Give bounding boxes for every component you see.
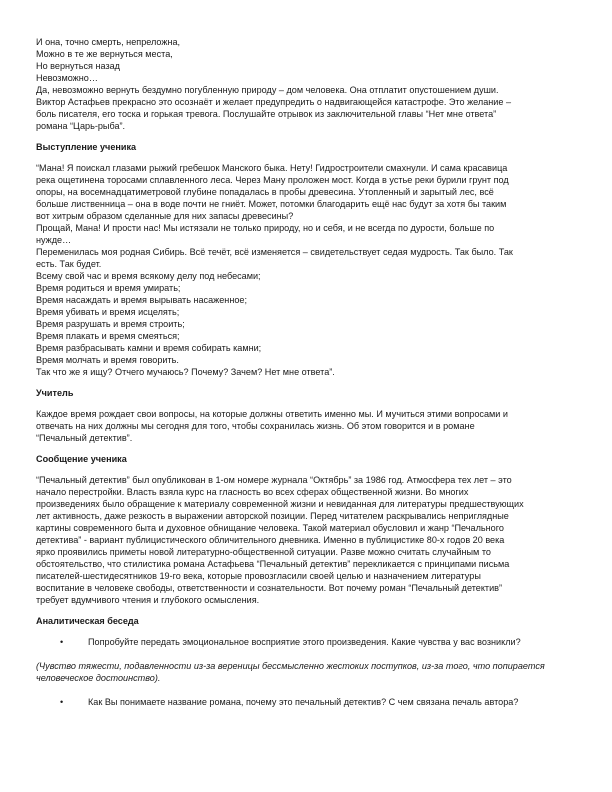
- bullet-marker: [36, 696, 88, 708]
- section-heading-student-speech: Выступление ученика: [36, 142, 137, 152]
- poem-line: Можно в те же вернуться места,: [36, 49, 173, 59]
- text-line: произведениях было обращение к материалу современной жизни и невиданная для литературы предшествующих: [36, 499, 524, 509]
- section-heading-analytical-discussion: Аналитическая беседа: [36, 616, 139, 626]
- text-line: “Печальный детектив”.: [36, 433, 133, 443]
- poem-line: Невозможно…: [36, 73, 98, 83]
- text-line: (Чувство тяжести, подавленности из-за вереницы бессмысленно жестоких поступков, из-за того, что попирается: [36, 661, 545, 671]
- text-line: ярко проявились приметы новой литературно-общественной ситуации. Разве можно считать случайным то: [36, 547, 491, 557]
- text-line: отвечать на них должны мы сегодня для того, чтобы сохранилась жизнь. Об этом говорится и в романе: [36, 421, 475, 431]
- verse-line: Время насаждать и время вырывать насаженное;: [36, 295, 247, 305]
- poem-line: Но вернуться назад: [36, 61, 120, 71]
- text-line: Прощай, Мана! И прости нас! Мы истязали не только природу, но и себя, и не всегда по дурости, больше по: [36, 223, 495, 233]
- text-line: детектива” - вариант публицистического обличительного дневника. Именно в публицистике 80-х годов 20 века: [36, 535, 505, 545]
- student-message: [36, 474, 582, 606]
- text-line: опоры, на восемнадцатиметровой глубине попадалась в пробы древесина. Утопленный и зарытый лес, всё: [36, 187, 494, 197]
- text-line: больше лиственница – она в воде почти не гниёт. Может, потомки благодарить ещё нас будут за хотя бы таким: [36, 199, 507, 209]
- text-line: Да, невозможно вернуть бездумно погубленную природу – дом человека. Она отплатит опустошением души.: [36, 85, 499, 95]
- verse-line: Время разрушать и время строить;: [36, 319, 185, 329]
- text-line: “Печальный детектив” был опубликован в 1-ом номере журнала “Октябрь” за 1986 год. Атмосфера тех лет – это: [36, 475, 512, 485]
- verse-line: Всему свой час и время всякому делу под небесами;: [36, 271, 261, 281]
- verse-line: Так что же я ищу? Отчего мучаюсь? Почему? Зачем? Нет мне ответа”.: [36, 367, 335, 377]
- bullet-item: [36, 696, 582, 708]
- bullet-text: Попробуйте передать эмоциональное восприятие этого произведения. Какие чувства у вас возникли?: [88, 637, 521, 647]
- text-line: картины современного быта и духовное обнищание человека. Такой материал обусловил и жанр “Печального: [36, 523, 504, 533]
- poem-excerpt: [36, 36, 582, 84]
- text-line: вот хитрым образом сделанные для них запасы древесины?: [36, 211, 294, 221]
- text-line: человеческое достоинство).: [36, 673, 161, 683]
- verse-line: Время плакать и время смеяться;: [36, 331, 180, 341]
- text-line: начало перестройки. Власть взяла курс на гласность во всех сферах общественной жизни. Во многих: [36, 487, 469, 497]
- student-speech: [36, 162, 582, 378]
- verse-line: Время молчать и время говорить.: [36, 355, 179, 365]
- verse-line: Время родиться и время умирать;: [36, 283, 181, 293]
- teacher-paragraph: [36, 408, 582, 444]
- bullet-item: [36, 636, 582, 648]
- poem-line: И она, точно смерть, непреложна,: [36, 37, 181, 47]
- text-line: боль писателя, его тоска и горькая тревога. Послушайте отрывок из заключительной главы “Нет мне ответа”: [36, 109, 497, 119]
- section-heading-student-message: Сообщение ученика: [36, 454, 127, 464]
- text-line: требует вдумчивого чтения и глубокого осмысления.: [36, 595, 260, 605]
- text-line: река ощетинена торосами сплавленного леса. Через Ману проложен мост. Когда в устье реки бурили грунт под: [36, 175, 509, 185]
- bullet-text: Как Вы понимаете название романа, почему это печальный детектив? С чем связана печаль автора?: [88, 697, 519, 707]
- text-line: романа “Царь-рыба”.: [36, 121, 126, 131]
- text-line: нужде…: [36, 235, 72, 245]
- text-line: обстоятельство, что стилистика романа Астафьева “Печальный детектив” перекликается с принципами письма: [36, 559, 510, 569]
- answer-note: [36, 660, 582, 684]
- text-line: есть. Так будет.: [36, 259, 102, 269]
- intro-paragraph: [36, 84, 582, 132]
- text-line: воспитание в человеке свободы, ответственности и сознательности. Вот почему роман “Печальный детектив”: [36, 583, 503, 593]
- text-line: “Мана! Я поискал глазами рыжий гребешок Манского быка. Нету! Гидростроители смахнули. И сама красавица: [36, 163, 508, 173]
- text-line: Переменилась моя родная Сибирь. Всё течёт, всё изменяется – свидетельствует седая мудрость. Так было. Так: [36, 247, 513, 257]
- bullet-marker: [36, 636, 88, 648]
- text-line: Виктор Астафьев прекрасно это осознаёт и желает предупредить о надвигающейся катастрофе. Это желание –: [36, 97, 512, 107]
- section-heading-teacher: Учитель: [36, 388, 74, 398]
- text-line: лет активность, даже резкость в выражении авторской позиции. Перед читателем раскрывались неприглядные: [36, 511, 509, 521]
- text-line: Каждое время рождает свои вопросы, на которые должны ответить именно мы. И мучиться этими вопросами и: [36, 409, 508, 419]
- verse-line: Время разбрасывать камни и время собирать камни;: [36, 343, 262, 353]
- verse-line: Время убивать и время исцелять;: [36, 307, 180, 317]
- text-line: писателей-шестидесятников 19-го века, которые провозгласили своей целью и назначением литературы: [36, 571, 481, 581]
